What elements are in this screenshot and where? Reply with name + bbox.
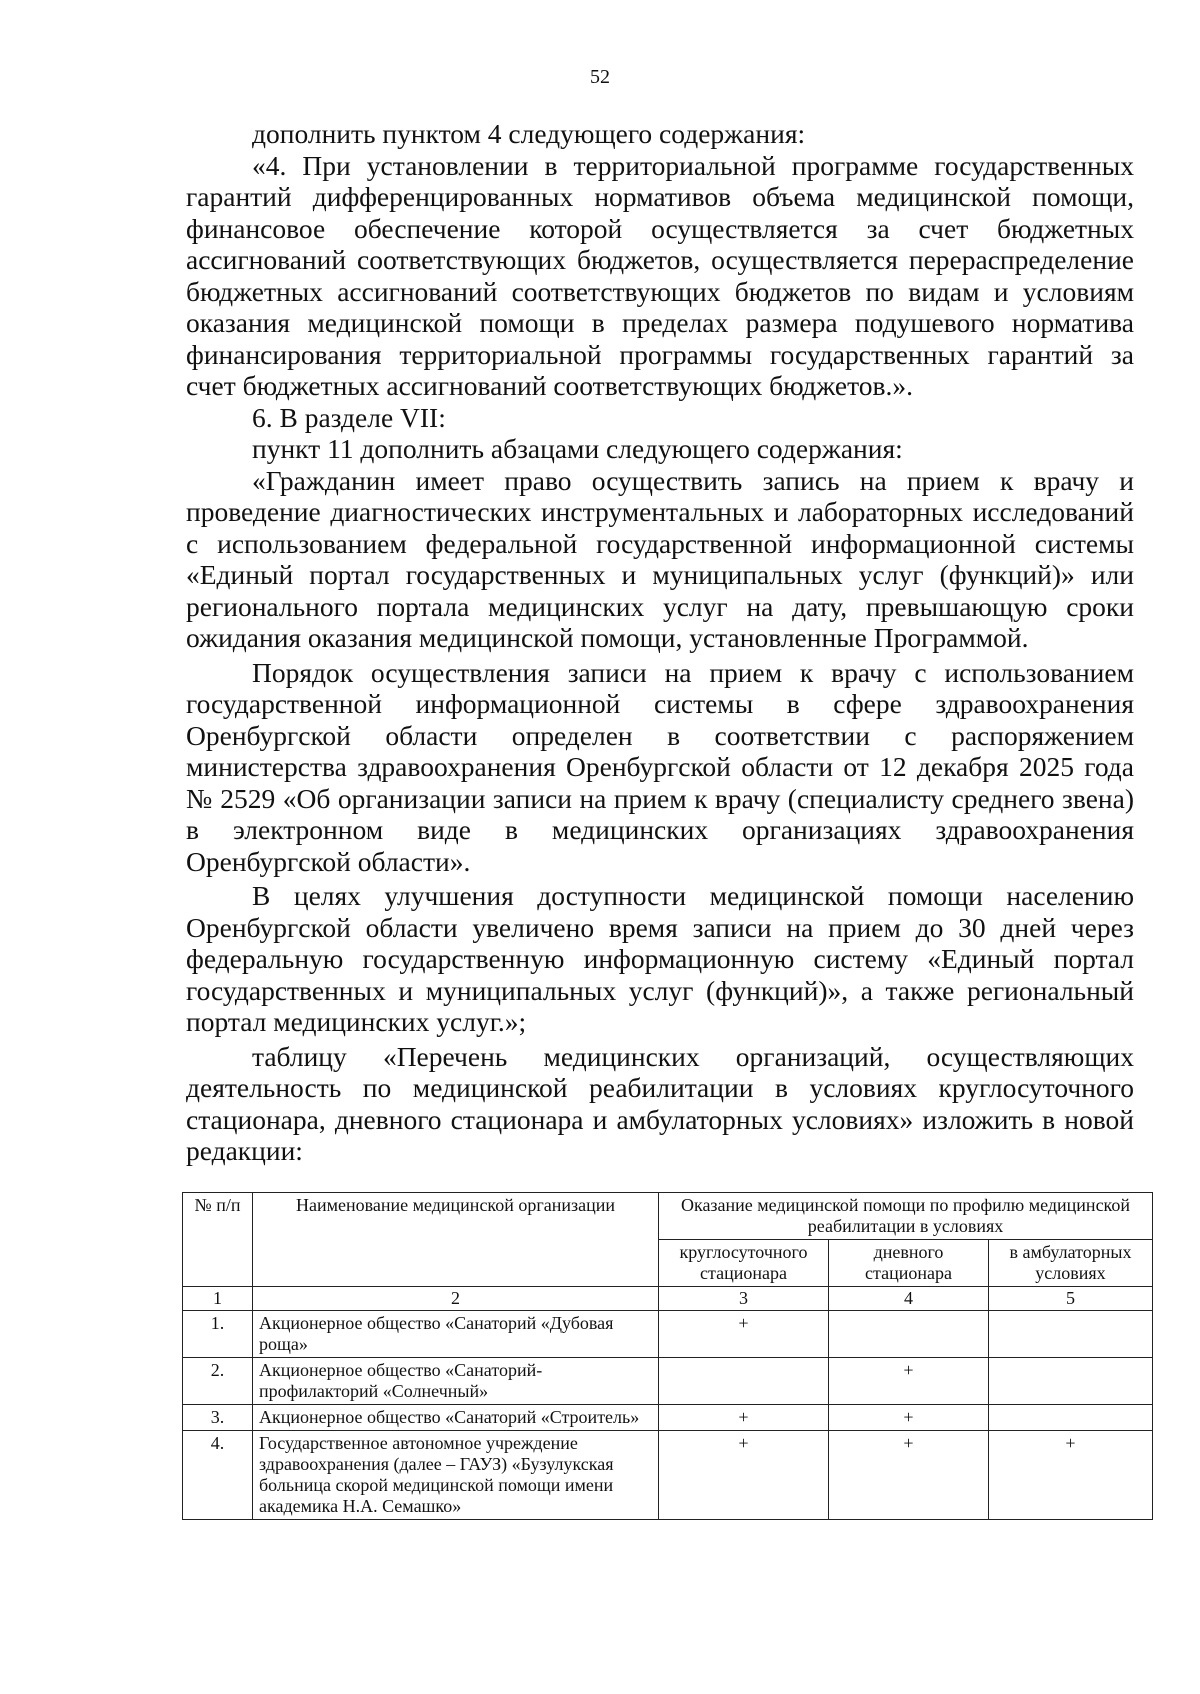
- organization-name: Акционерное общество «Санаторий «Строитель»: [253, 1405, 659, 1431]
- row-number: 1.: [183, 1311, 253, 1358]
- document-body: [186, 118, 1134, 1167]
- column-number: 5: [989, 1287, 1153, 1311]
- organization-name: Акционерное общество «Санаторий «Дубовая роща»: [253, 1311, 659, 1358]
- paragraph: «Гражданин имеет право осуществить запись на прием к врачу и проведение диагностических инструментальных и лабораторных исследований с использованием федеральной государственной информационной системы «Единый портал государственных и муниципальных услуг (функций)» или регионального портала медицинских услуг на дату, превышающую сроки ожидания оказания медицинской помощи, установленные Программой.: [186, 464, 1134, 653]
- ambulatory-mark: [989, 1405, 1153, 1431]
- paragraph: В целях улучшения доступности медицинской помощи населению Оренбургской области увеличено время записи на прием до 30 дней через федеральную государственную информационную систему «Единый портал государственных и муниципальных услуг (функций)», а также региональный портал медицинских услуг.»;: [186, 880, 1134, 1037]
- paragraph: «4. При установлении в территориальной программе государственных гарантий дифференцированных нормативов объема медицинской помощи, финансовое обеспечение которой осуществляется за счет бюджетных ассигнований соответствующих бюджетов, осуществляется перераспределение бюджетных ассигнований соответствующих бюджетов по видам и условиям оказания медицинской помощи в пределах размера подушевого норматива финансирования территориальной программы государственных гарантий за счет бюджетных ассигнований соответствующих бюджетов.».: [186, 149, 1134, 401]
- header-care-conditions: Оказание медицинской помощи по профилю медицинской реабилитации в условиях: [659, 1193, 1153, 1240]
- header-day-hospital: дневного стационара: [829, 1240, 989, 1287]
- round-clock-mark: [659, 1358, 829, 1405]
- organization-name: Акционерное общество «Санаторий-профилакторий «Солнечный»: [253, 1358, 659, 1405]
- day-hospital-mark: [829, 1311, 989, 1358]
- day-hospital-mark: +: [829, 1431, 989, 1520]
- round-clock-mark: +: [659, 1405, 829, 1431]
- row-number: 4.: [183, 1431, 253, 1520]
- ambulatory-mark: [989, 1311, 1153, 1358]
- day-hospital-mark: +: [829, 1405, 989, 1431]
- header-number: № п/п: [183, 1193, 253, 1287]
- column-number: 3: [659, 1287, 829, 1311]
- table-row: [183, 1358, 1153, 1405]
- header-ambulatory: в амбулаторных условиях: [989, 1240, 1153, 1287]
- rehabilitation-organizations-table: [182, 1192, 1153, 1520]
- row-number: 3.: [183, 1405, 253, 1431]
- page-number: 52: [590, 66, 610, 88]
- round-clock-mark: +: [659, 1311, 829, 1358]
- paragraph: дополнить пунктом 4 следующего содержания:: [252, 118, 806, 149]
- column-numbers-row: [183, 1287, 1153, 1311]
- row-number: 2.: [183, 1358, 253, 1405]
- table-row: [183, 1431, 1153, 1520]
- table-row: [183, 1311, 1153, 1358]
- paragraph: пункт 11 дополнить абзацами следующего содержания:: [252, 433, 903, 464]
- round-clock-mark: +: [659, 1431, 829, 1520]
- organization-name: Государственное автономное учреждение здравоохранения (далее – ГАУЗ) «Бузулукская больница скорой медицинской помощи имени академика Н.А. Семашко»: [253, 1431, 659, 1520]
- column-number: 4: [829, 1287, 989, 1311]
- paragraph: 6. В разделе VII:: [252, 401, 446, 433]
- column-number: 1: [183, 1287, 253, 1311]
- ambulatory-mark: +: [989, 1431, 1153, 1520]
- ambulatory-mark: [989, 1358, 1153, 1405]
- table-row: [183, 1405, 1153, 1431]
- paragraph: таблицу «Перечень медицинских организаций, осуществляющих деятельность по медицинской реабилитации в условиях круглосуточного стационара, дневного стационара и амбулаторных условиях» изложить в новой редакции:: [186, 1040, 1134, 1166]
- day-hospital-mark: +: [829, 1358, 989, 1405]
- header-round-clock: круглосуточного стационара: [659, 1240, 829, 1287]
- column-number: 2: [253, 1287, 659, 1311]
- header-organization-name: Наименование медицинской организации: [253, 1193, 659, 1287]
- paragraph: Порядок осуществления записи на прием к врачу с использованием государственной информационной системы в сфере здравоохранения Оренбургской области определен в соответствии с распоряжением министерства здравоохранения Оренбургской области от 12 декабря 2025 года № 2529 «Об организации записи на прием к врачу (специалисту среднего звена) в электронном виде в медицинских организациях здравоохранения Оренбургской области».: [186, 656, 1134, 877]
